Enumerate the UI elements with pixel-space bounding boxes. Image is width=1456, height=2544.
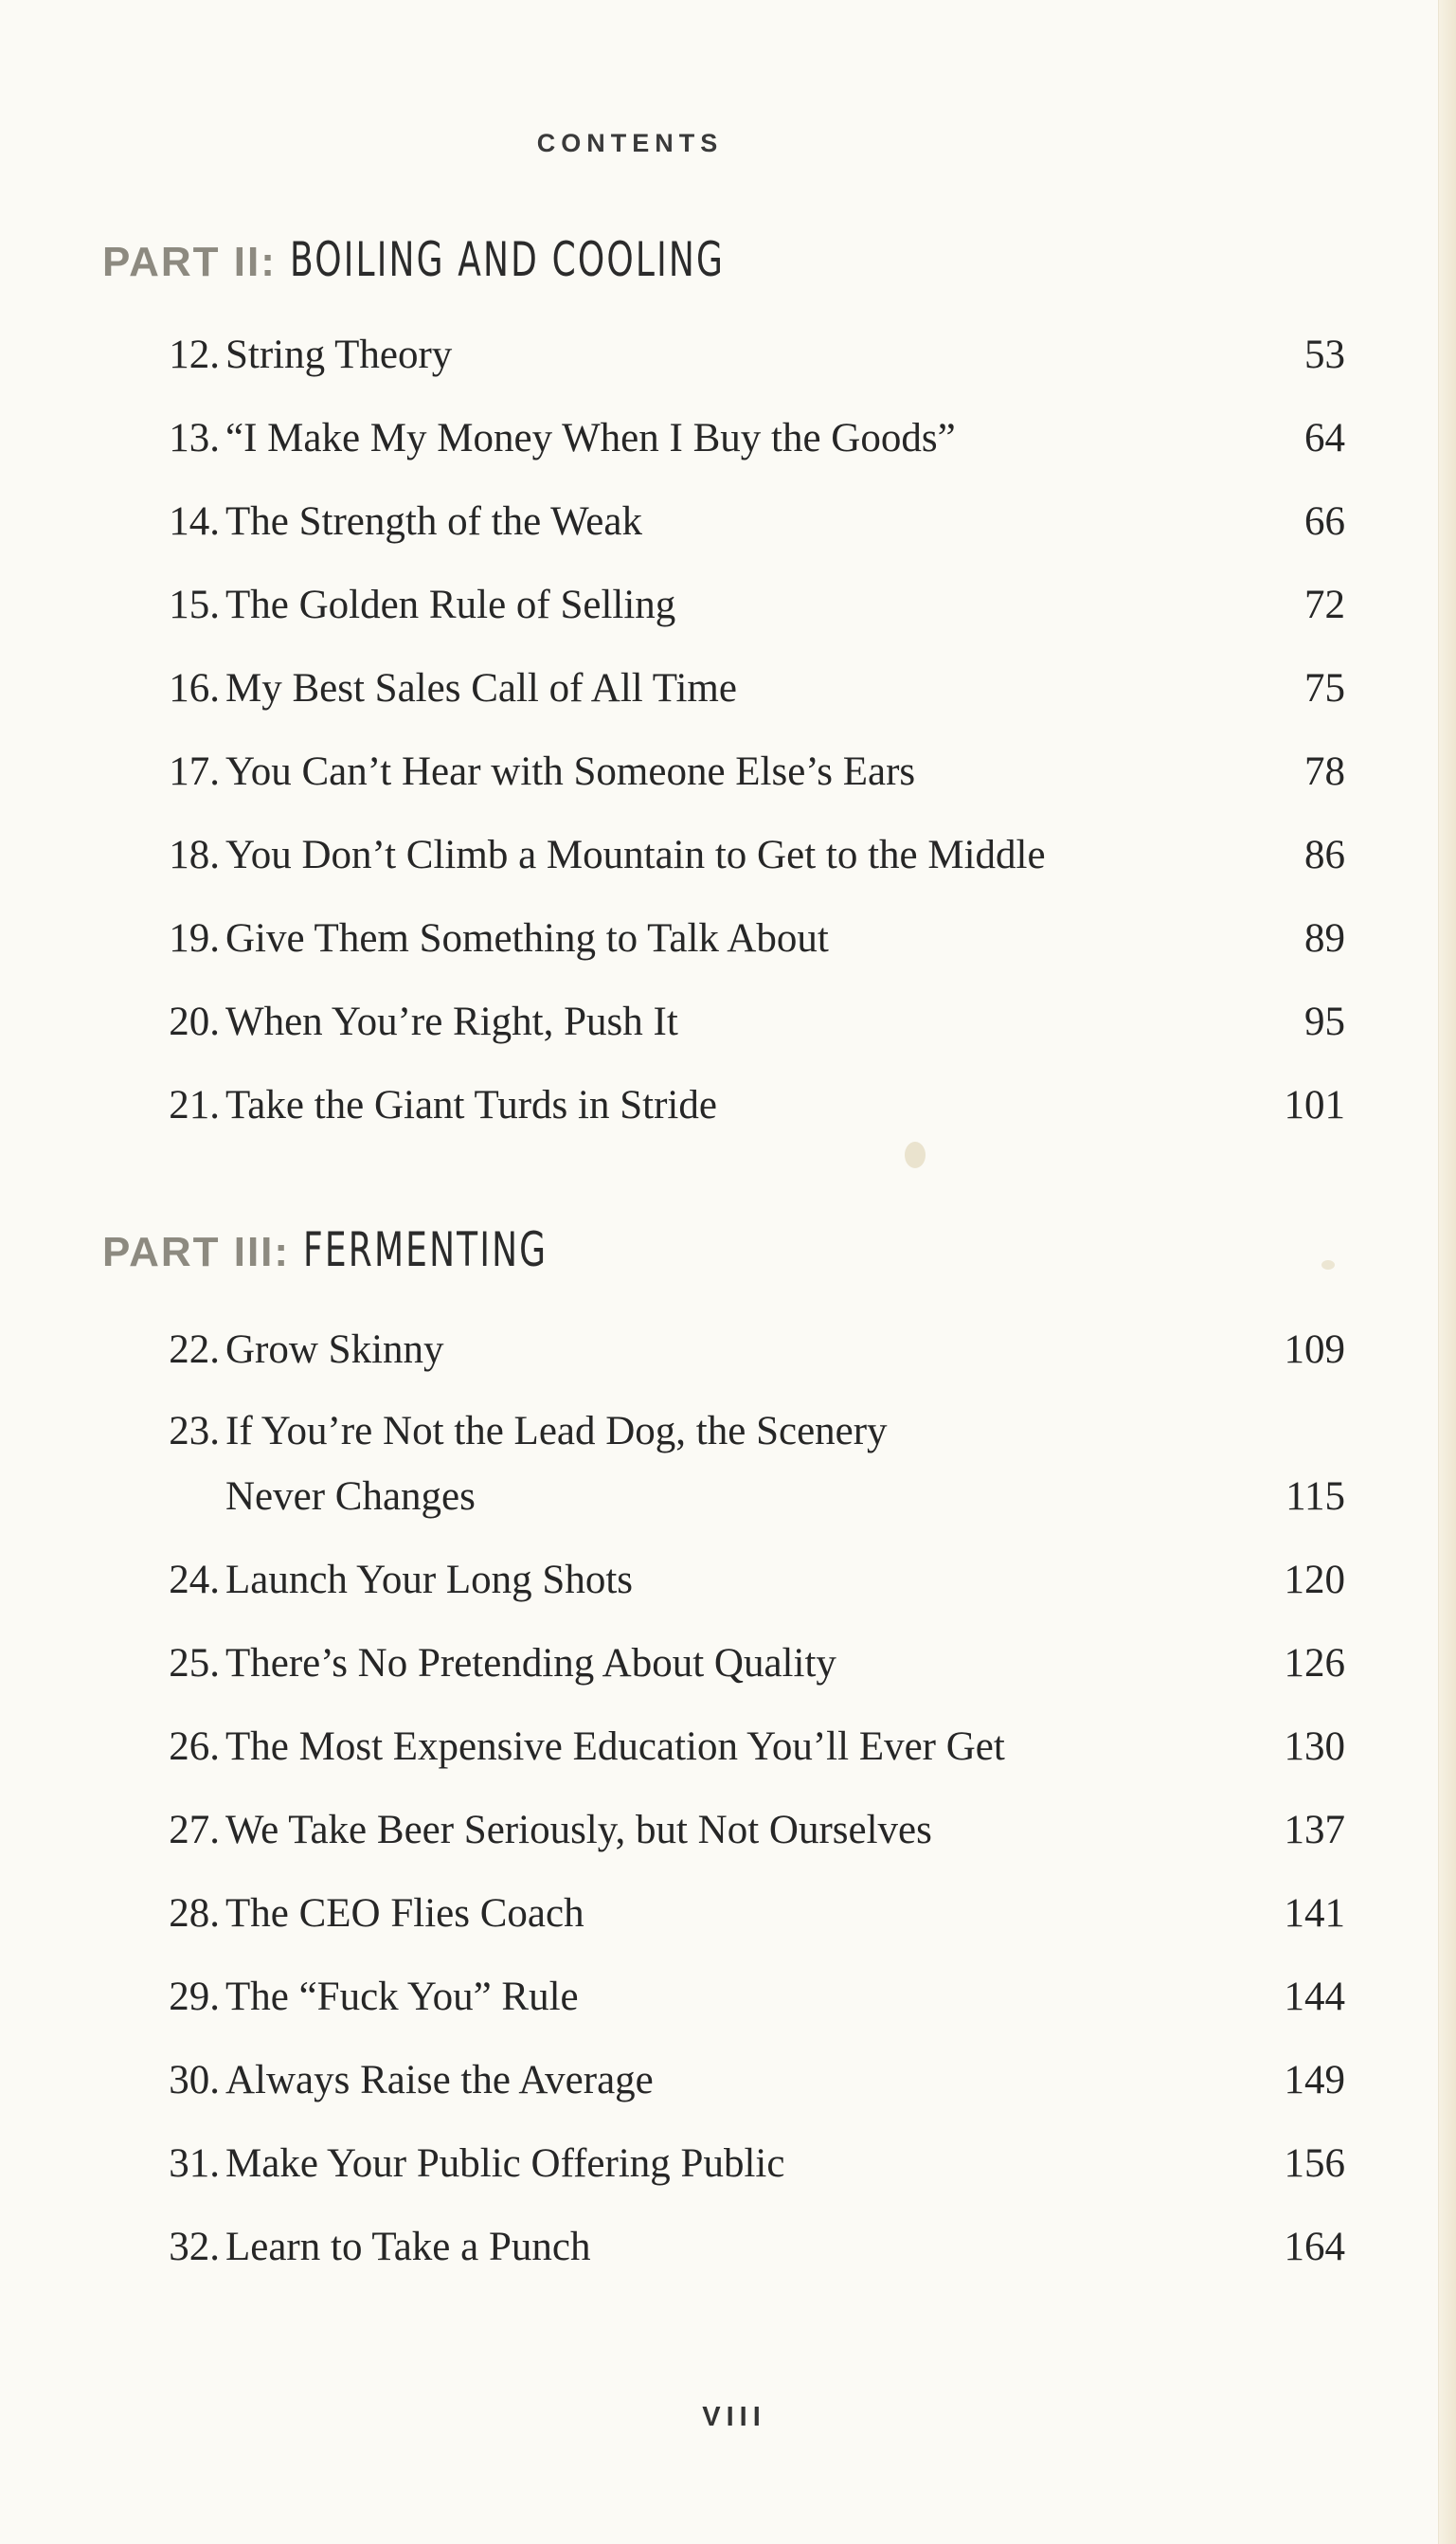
entry-title: There’s No Pretending About Quality bbox=[225, 1641, 836, 1686]
entry-number: 15. bbox=[169, 583, 220, 627]
entry-number: 14. bbox=[169, 499, 220, 544]
entry-title: You Can’t Hear with Someone Else’s Ears bbox=[225, 749, 916, 794]
entry-number: 30. bbox=[169, 2058, 220, 2102]
entry-number: 16. bbox=[169, 666, 220, 711]
entry-title: Grow Skinny bbox=[225, 1327, 444, 1372]
entry-title: The Golden Rule of Selling bbox=[225, 583, 676, 627]
entry-title: The Strength of the Weak bbox=[225, 499, 642, 544]
paper-stain bbox=[1321, 1260, 1335, 1270]
entry-number: 25. bbox=[169, 1641, 220, 1686]
entry-page: 144 bbox=[1284, 1975, 1345, 2019]
page-number: VIII bbox=[702, 2402, 766, 2432]
entry-number: 20. bbox=[169, 1000, 220, 1044]
entry-title: String Theory bbox=[225, 333, 453, 377]
entry-page: 115 bbox=[1285, 1474, 1345, 1519]
entry-page: 164 bbox=[1284, 2225, 1345, 2269]
entry-number: 26. bbox=[169, 1724, 220, 1769]
paper-stain bbox=[905, 1142, 926, 1168]
entry-title: We Take Beer Seriously, but Not Ourselves bbox=[225, 1808, 932, 1852]
entry-page: 72 bbox=[1304, 583, 1345, 627]
page-edge bbox=[1438, 0, 1456, 2544]
entry-title: “I Make My Money When I Buy the Goods” bbox=[225, 416, 956, 460]
entry-page: 130 bbox=[1284, 1724, 1345, 1769]
entry-title: When You’re Right, Push It bbox=[225, 1000, 678, 1044]
entry-page: 75 bbox=[1304, 666, 1345, 711]
entry-title: Always Raise the Average bbox=[225, 2058, 654, 2102]
entry-number: 21. bbox=[169, 1083, 220, 1128]
entry-number: 29. bbox=[169, 1975, 220, 2019]
entry-title: Take the Giant Turds in Stride bbox=[225, 1083, 717, 1128]
entry-page: 141 bbox=[1284, 1891, 1345, 1936]
entry-number: 18. bbox=[169, 833, 220, 877]
entry-number: 23. bbox=[169, 1409, 220, 1453]
entry-title: You Don’t Climb a Mountain to Get to the Middle bbox=[225, 833, 1046, 877]
entry-title: Give Them Something to Talk About bbox=[225, 916, 829, 961]
entry-number: 22. bbox=[169, 1327, 220, 1372]
entry-page: 64 bbox=[1304, 416, 1345, 460]
entry-number: 24. bbox=[169, 1558, 220, 1602]
entry-title: The Most Expensive Education You’ll Ever Get bbox=[225, 1724, 1005, 1769]
entry-page: 89 bbox=[1304, 916, 1345, 961]
entry-page: 156 bbox=[1284, 2141, 1345, 2186]
part-colon: : bbox=[274, 1229, 289, 1275]
part-heading bbox=[102, 232, 893, 287]
entry-title: Launch Your Long Shots bbox=[225, 1558, 634, 1602]
entry-page: 95 bbox=[1304, 1000, 1345, 1044]
entry-title: The CEO Flies Coach bbox=[225, 1891, 584, 1936]
running-head: CONTENTS bbox=[536, 129, 724, 157]
entry-number: 17. bbox=[169, 749, 220, 794]
entry-number: 31. bbox=[169, 2141, 220, 2186]
entry-page: 101 bbox=[1284, 1083, 1345, 1128]
entry-number: 12. bbox=[169, 333, 220, 377]
entry-page: 120 bbox=[1284, 1558, 1345, 1602]
entry-number: 27. bbox=[169, 1808, 220, 1852]
entry-number: 28. bbox=[169, 1891, 220, 1936]
part-title: FERMENTING bbox=[303, 1222, 548, 1277]
entry-title: Make Your Public Offering Public bbox=[225, 2141, 785, 2186]
entry-title: My Best Sales Call of All Time bbox=[225, 666, 737, 711]
entry-page: 86 bbox=[1304, 833, 1345, 877]
part-colon: : bbox=[261, 239, 275, 285]
entry-page: 109 bbox=[1284, 1327, 1345, 1372]
entry-number: 32. bbox=[169, 2225, 220, 2269]
entry-title: The “Fuck You” Rule bbox=[225, 1975, 579, 2019]
entry-page: 137 bbox=[1284, 1808, 1345, 1852]
entry-page: 126 bbox=[1284, 1641, 1345, 1686]
entry-title-continuation: Never Changes bbox=[225, 1474, 476, 1519]
entry-number: 19. bbox=[169, 916, 220, 961]
entry-page: 149 bbox=[1284, 2058, 1345, 2102]
part-heading bbox=[102, 1222, 643, 1277]
part-label: PART III bbox=[102, 1229, 275, 1275]
entry-page: 66 bbox=[1304, 499, 1345, 544]
part-label: PART II bbox=[102, 239, 261, 285]
part-title: BOILING AND COOLING bbox=[289, 232, 725, 287]
entry-page: 53 bbox=[1304, 333, 1345, 377]
entry-page: 78 bbox=[1304, 749, 1345, 794]
entry-title: If You’re Not the Lead Dog, the Scenery bbox=[225, 1409, 888, 1453]
entry-title: Learn to Take a Punch bbox=[225, 2225, 591, 2269]
entry-number: 13. bbox=[169, 416, 220, 460]
